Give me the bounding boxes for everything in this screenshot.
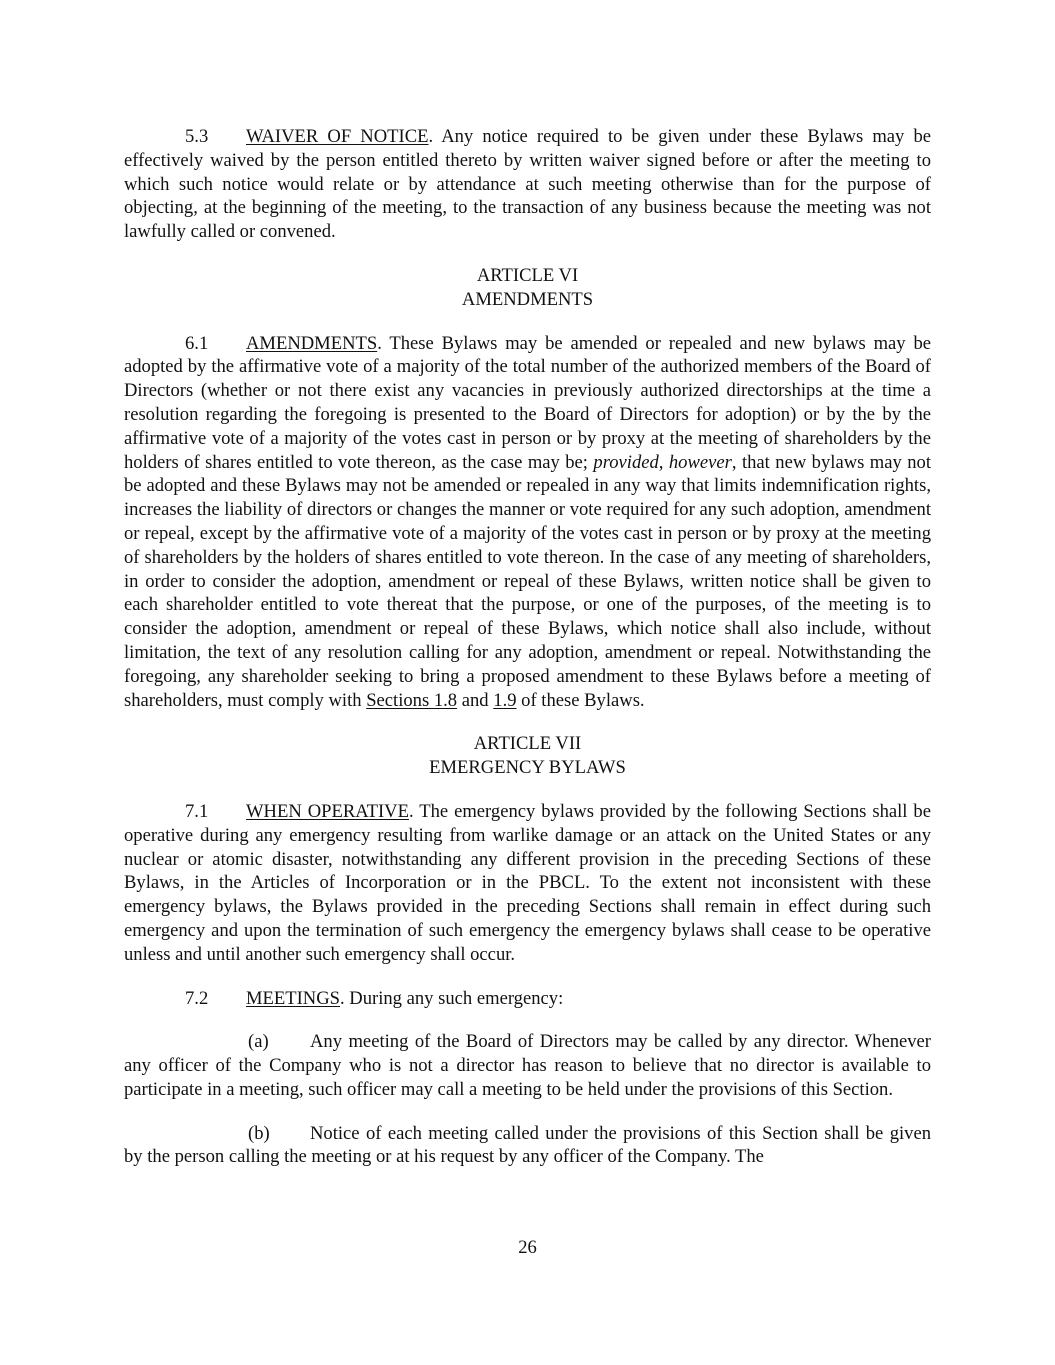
article-7-heading xyxy=(124,732,931,780)
section-reference: 1.9 xyxy=(493,689,517,711)
section-text: of these Bylaws. xyxy=(516,689,645,711)
section-text: . Any notice required to be given under these Bylaws may be effectively waived by the person entitled thereto by written waiver signed before or after the meeting to which such notice would relate or by attendance at such meeting otherwise than for the purpose of objecting, at the beginning of the meeting, to the transaction of any business because the meeting was not lawfully called or convened. xyxy=(124,126,931,243)
section-text: , that new bylaws may not be adopted and these Bylaws may not be amended or repealed in any way that limits indemnification rights, increases the liability of directors or changes the manner or vote required for any such adoption, amendment or repeal, except by the affirmative vote of a majority of the votes cast in person or by proxy at the meeting of shareholders by the holders of shares entitled to vote thereon. In the case of any meeting of shareholders, in order to consider the adoption, amendment or repeal of these Bylaws, written notice shall be given to each shareholder entitled to vote thereat that the purpose, or one of the purposes, of the meeting is to consider the adoption, amendment or repeal of these Bylaws, which notice shall also include, without limitation, the text of any resolution calling for any adoption, amendment or repeal. Notwithstanding the foregoing, any shareholder seeking to bring a proposed amendment to these Bylaws before a meeting of shareholders, must comply with xyxy=(124,451,931,711)
page-number: 26 xyxy=(518,1237,537,1258)
article-label: ARTICLE VI xyxy=(476,264,579,286)
article-6-heading xyxy=(124,264,931,312)
conjunction: and xyxy=(457,689,494,711)
subsection-label: (b) xyxy=(248,1122,270,1144)
section-text: . During any such emergency: xyxy=(340,987,564,1009)
article-title: AMENDMENTS xyxy=(461,288,594,310)
section-number: 5.3 xyxy=(185,126,209,147)
section-title: AMENDMENTS xyxy=(246,332,378,354)
section-text: . These Bylaws may be amended or repealed and new bylaws may be adopted by the affirmative vote of a majority of the total number of the authorized members of the Board of Directors (whether or not there exist any vacancies in previously authorized directorships at the time a resolution regarding the foregoing is presented to the Board of Directors for adoption) or by the by the affirmative vote of a majority of the votes cast in person or by proxy at the meeting of shareholders by the holders of shares entitled to vote thereon, as the case may be; xyxy=(124,332,931,473)
section-reference: Sections 1.8 xyxy=(366,689,458,711)
subsection-b xyxy=(124,1122,931,1170)
subsection-a xyxy=(124,1030,931,1101)
section-number: 7.2 xyxy=(185,987,209,1009)
subsection-label: (a) xyxy=(248,1031,269,1053)
section-number: 7.1 xyxy=(185,800,209,822)
subsection-text: Notice of each meeting called under the provisions of this Section shall be given by the person calling the meeting or at his request by any officer of the Company. The xyxy=(124,1122,931,1168)
section-text: . The emergency bylaws provided by the following Sections shall be operative during any emergency resulting from warlike damage or an attack on the United States or any nuclear or atomic disaster, notwithstanding any different provision in the preceding Sections of these Bylaws, in the Articles of Incorporation or in the PBCL. To the extent not inconsistent with these emergency bylaws, the Bylaws provided in the preceding Sections shall remain in effect during such emergency and upon the termination of such emergency the emergency bylaws shall cease to be operative unless and until another such emergency shall occur. xyxy=(124,800,931,965)
article-label: ARTICLE VII xyxy=(473,733,582,755)
section-number: 6.1 xyxy=(185,332,209,354)
section-7-1 xyxy=(124,800,931,967)
section-7-2 xyxy=(124,987,931,1011)
section-title: WHEN OPERATIVE xyxy=(246,800,409,822)
section-title: MEETINGS xyxy=(246,987,340,1009)
subsection-text: Any meeting of the Board of Directors may be called by any director. Whenever any officer of the Company who is not a director has reason to believe that no director is available to participate in a meeting, such officer may call a meeting to be held under the provisions of this Section. xyxy=(124,1031,931,1100)
section-6-1 xyxy=(124,332,931,713)
article-title: EMERGENCY BYLAWS xyxy=(429,757,626,779)
italic-proviso: provided, however xyxy=(593,451,732,473)
document-page xyxy=(124,125,931,1169)
section-5-3 xyxy=(124,125,931,244)
section-title: WAIVER OF NOTICE xyxy=(246,126,429,147)
